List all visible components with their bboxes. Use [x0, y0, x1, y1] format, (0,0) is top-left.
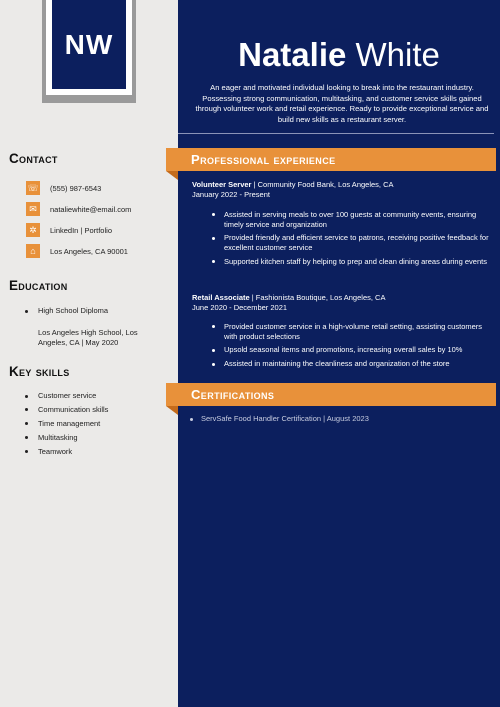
phone-text: (555) 987-6543 — [50, 183, 102, 193]
job-2-header — [192, 293, 492, 313]
job-bullet: Supported kitchen staff by helping to prep and clean dining areas during events — [208, 257, 494, 267]
job-1-bullets — [208, 210, 494, 271]
job-1-header — [192, 180, 492, 200]
bar-fold — [166, 406, 178, 415]
first-name: Natalie — [238, 36, 347, 73]
job-1-dates: January 2022 - Present — [192, 190, 270, 199]
job-2-title: Retail Associate — [192, 293, 250, 302]
certifications-heading: Certifications — [191, 387, 275, 402]
contact-heading: Contact — [9, 151, 58, 166]
job-1-org: | Community Food Bank, Los Angeles, CA — [251, 180, 394, 189]
email-icon: ✉ — [26, 202, 40, 216]
skill-item: Communication skills — [22, 405, 172, 414]
education-degree: High School Diploma — [22, 306, 172, 315]
phone-icon: ☏ — [26, 181, 40, 195]
certification-item — [190, 414, 369, 423]
job-bullet: Assisted in serving meals to over 100 guests at community events, ensuring timely service and organization — [208, 210, 494, 229]
contact-email[interactable] — [26, 201, 131, 217]
skills-list — [22, 391, 172, 461]
last-name: White — [355, 36, 440, 73]
job-1-title: Volunteer Server — [192, 180, 252, 189]
job-2-dates: June 2020 - December 2021 — [192, 303, 288, 312]
left-column — [0, 0, 178, 707]
job-2-bullets — [208, 322, 494, 373]
job-bullet: Provided friendly and efficient service to patrons, receiving positive feedback for excellent customer service — [208, 233, 494, 252]
job-bullet: Assisted in maintaining the cleanliness and organization of the store — [208, 359, 494, 369]
contact-phone — [26, 180, 101, 196]
skill-item: Time management — [22, 419, 172, 428]
education-heading: Education — [9, 278, 68, 293]
bullet-dot — [190, 418, 193, 421]
network-icon: ✲ — [26, 223, 40, 237]
skill-item: Multitasking — [22, 433, 172, 442]
header-divider — [178, 133, 494, 134]
education-school: Los Angeles High School, Los Angeles, CA | May 2020 — [38, 328, 138, 347]
job-2-org: | Fashionista Boutique, Los Angeles, CA — [249, 293, 386, 302]
location-icon: ⌂ — [26, 244, 40, 258]
experience-heading: Professional experience — [191, 152, 336, 167]
candidate-name — [178, 36, 500, 74]
summary: An eager and motivated individual looking to break into the restaurant industry. Possessing strong communication, multitasking, and customer service skills gained through volunteer work and retail experience. Ready to provide exceptional service and build new skills as a restaurant server. — [195, 83, 489, 124]
skill-item: Customer service — [22, 391, 172, 400]
skill-item: Teamwork — [22, 447, 172, 456]
job-bullet: Provided customer service in a high-volume retail setting, assisting customers with product selections — [208, 322, 494, 341]
email-text[interactable]: nataliewhite@email.com — [50, 204, 132, 214]
monogram: NW — [52, 0, 126, 89]
contact-links[interactable] — [26, 222, 112, 238]
links-text[interactable]: LinkedIn | Portfolio — [50, 225, 112, 235]
job-bullet: Upsold seasonal items and promotions, increasing overall sales by 10% — [208, 345, 494, 355]
certification-text: ServSafe Food Handler Certification | August 2023 — [201, 414, 369, 423]
location-text: Los Angeles, CA 90001 — [50, 246, 128, 256]
skills-heading: Key skills — [9, 364, 70, 379]
education-list — [22, 306, 172, 320]
bar-fold — [166, 171, 178, 180]
contact-location — [26, 243, 128, 259]
